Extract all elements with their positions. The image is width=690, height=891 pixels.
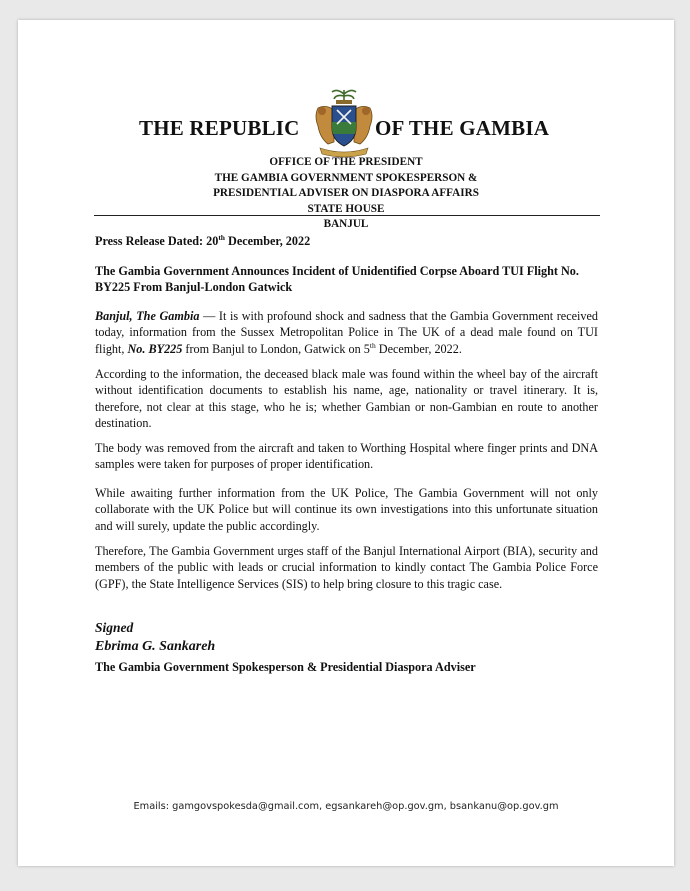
office-line: OFFICE OF THE PRESIDENT — [269, 156, 423, 168]
office-line: PRESIDENTIAL ADVISER ON DIASPORA AFFAIRS — [213, 187, 479, 199]
header-divider — [94, 215, 600, 216]
release-date — [95, 233, 598, 249]
paragraph-2: According to the information, the deceased black male was found within the wheel bay of the aircraft without identification documents to establish his name, age, nationality or travel itinerary. It is, therefore, not clear at this stage, who he is; whether Gambian or non-Gambian en route to another destination. — [95, 367, 598, 430]
date-ordinal: th — [218, 232, 225, 242]
contact-emails: Emails: gamgovspokesda@gmail.com, egsankareh@op.gov.gm, bsankanu@op.gov.gm — [133, 801, 559, 812]
republic-title-left: THE REPUBLIC — [139, 116, 300, 140]
signer-name: Ebrima G. Sankareh — [95, 639, 216, 654]
office-line: THE GAMBIA GOVERNMENT SPOKESPERSON & — [214, 171, 478, 184]
flight-number: No. BY225 — [127, 341, 183, 356]
document-page — [18, 20, 674, 866]
paragraph-4: While awaiting further information from the UK Police, The Gambia Government will not only collaborate with the UK Police but will continue its own investigations into this unfortunate situation and will surely, update the public accordingly. — [95, 486, 598, 533]
office-block — [18, 155, 674, 233]
p1-text-b: from Banjul to London, Gatwick on 5 — [182, 341, 370, 356]
date-suffix: December, 2022 — [224, 234, 311, 248]
dateline: Banjul, The Gambia — [95, 309, 200, 323]
signer-title: The Gambia Government Spokesperson & Presidential Diaspora Adviser — [95, 660, 476, 674]
paragraph-5: Therefore, The Gambia Government urges staff of the Banjul International Airport (BIA), security and members of the public with leads or crucial information to kindly contact The Gambia Police Force (GPF), the State Intelligence Services (SIS) to help bring closure to this tragic case. — [95, 544, 598, 591]
date-prefix: Press Release Dated: 20 — [95, 234, 219, 248]
signed-label: Signed — [95, 620, 134, 635]
letterhead — [18, 88, 674, 158]
republic-title-right: OF THE GAMBIA — [375, 116, 550, 140]
paragraph-1 — [95, 308, 598, 357]
office-line: BANJUL — [323, 218, 369, 230]
paragraph-3: The body was removed from the aircraft and taken to Worthing Hospital where finger prints and DNA samples were taken for purposes of proper identification. — [95, 441, 598, 472]
p1-ordinal: th — [369, 340, 376, 350]
office-line: STATE HOUSE — [307, 202, 385, 215]
release-headline: The Gambia Government Announces Incident of Unidentified Corpse Aboard TUI Flight No. BY225 From Banjul-London Gatwick — [95, 264, 579, 295]
gambia-coat-of-arms-icon — [312, 86, 376, 158]
p1-text-a: — It is with profound shock and sadness that the Gambia Government received today, information from the Sussex Metropolitan Police in The UK of a dead male found on TUI flight, — [95, 309, 598, 356]
p1-text-c: December, 2022. — [375, 341, 462, 356]
